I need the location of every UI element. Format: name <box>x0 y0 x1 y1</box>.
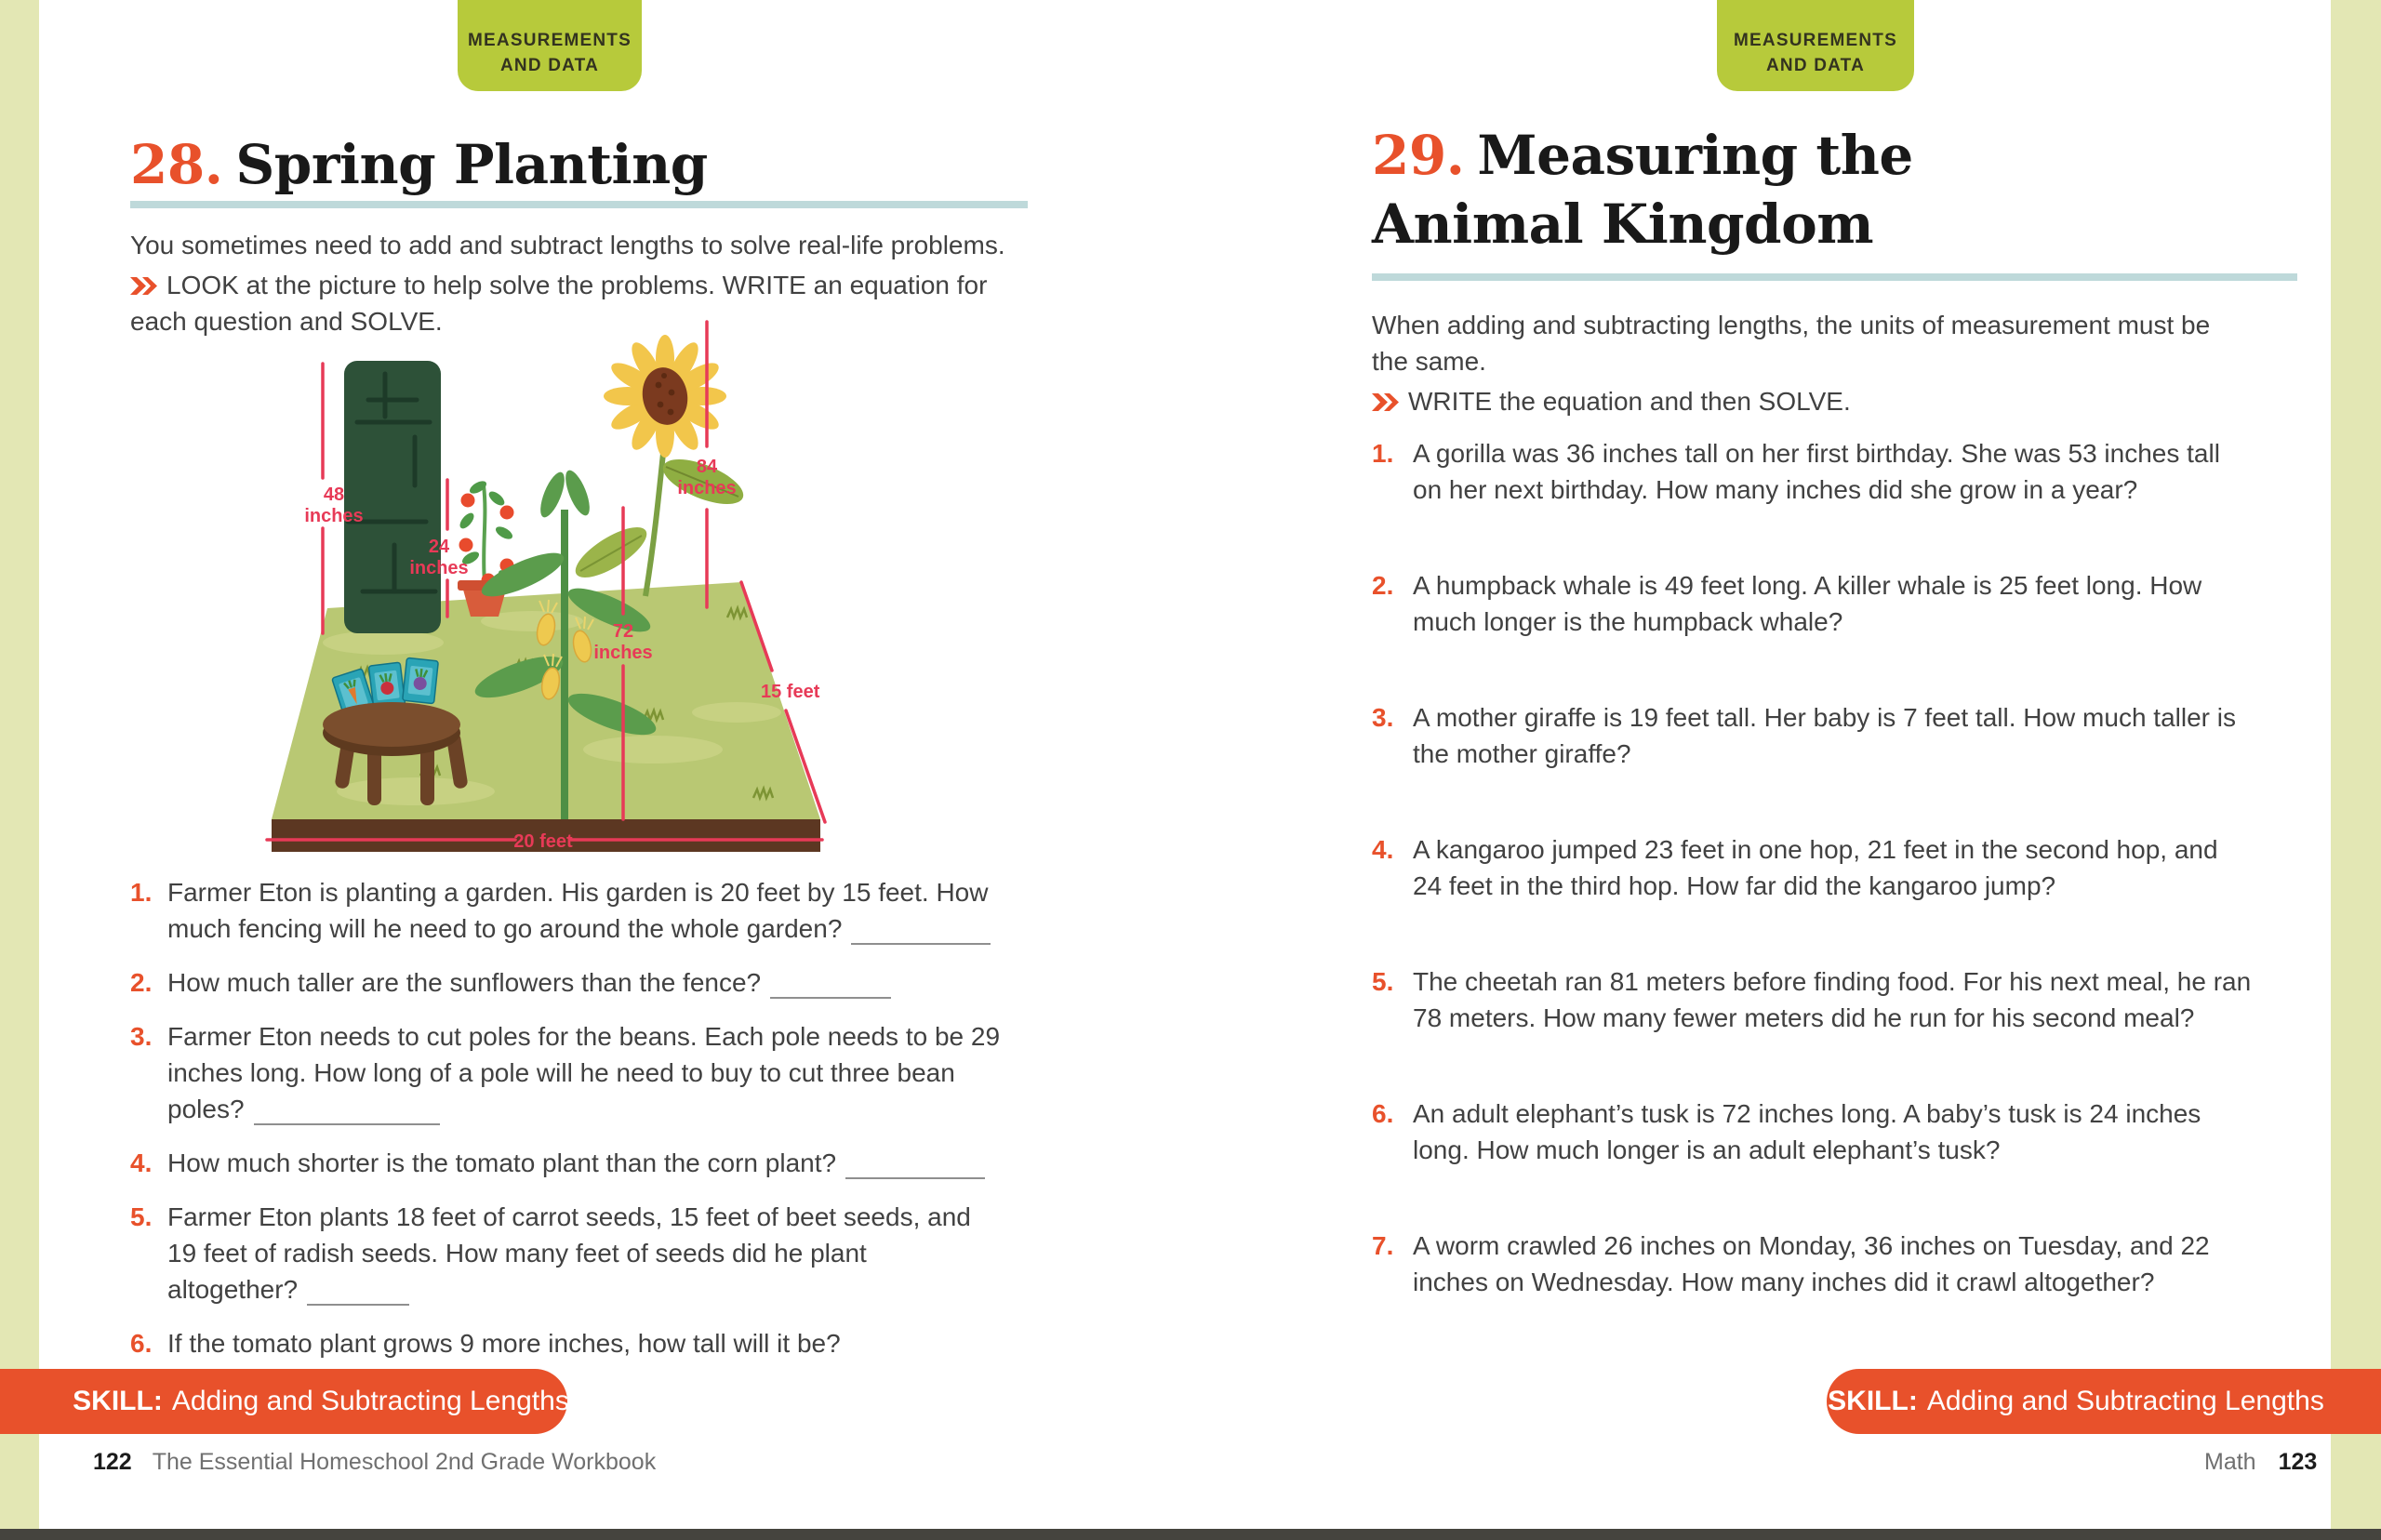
skill-badge-left <box>0 1369 567 1434</box>
intro-right-instruction: WRITE the equation and then SOLVE. <box>1372 383 2251 419</box>
question-item <box>130 874 1000 947</box>
fence <box>344 361 441 633</box>
category-badge-left <box>458 0 642 91</box>
answer-blank <box>851 918 991 945</box>
question-item <box>130 1145 1000 1181</box>
intro-left-sentence: You sometimes need to add and subtract lengths to solve real-life problems. <box>130 231 1005 259</box>
question-number: 1. <box>1372 439 1394 468</box>
question-number: 4. <box>1372 835 1394 864</box>
width-measure-label: 20 feet <box>513 831 573 852</box>
question-text: An adult elephant’s tusk is 72 inches long. A baby’s tusk is 24 inches long. How much longer is an adult elephant’s tusk? <box>1413 1099 2201 1164</box>
lesson-title-line1: Measuring the <box>1477 124 1913 187</box>
skill-badge-right <box>1827 1369 2381 1434</box>
question-number: 6. <box>1372 1099 1394 1128</box>
subject-label: Math <box>2204 1449 2256 1475</box>
category-badge-line1: MEASUREMENTS <box>468 31 632 50</box>
question-text: A mother giraffe is 19 feet tall. Her baby is 7 feet tall. How much taller is the mother giraffe? <box>1413 703 2236 768</box>
question-item <box>1372 567 2254 640</box>
corn-measure-unit: inches <box>593 643 653 663</box>
question-text: A worm crawled 26 inches on Monday, 36 inches on Tuesday, and 22 inches on Wednesday. How many inches did it crawl altogether? <box>1413 1231 2210 1296</box>
question-text: How much shorter is the tomato plant than the corn plant? <box>167 1145 1000 1181</box>
skill-text: Adding and Subtracting Lengths <box>171 1386 569 1416</box>
question-item <box>130 1018 1000 1127</box>
page-number-left: 122 <box>93 1449 132 1475</box>
title-underline-right <box>1372 273 2297 281</box>
question-number: 1. <box>130 878 153 907</box>
skill-label: SKILL: <box>1828 1386 1918 1416</box>
question-list-right <box>1372 435 2254 1360</box>
question-text: If the tomato plant grows 9 more inches, how tall will it be? <box>167 1329 841 1358</box>
tomato-measure-unit: inches <box>409 558 469 578</box>
question-number: 3. <box>130 1022 153 1051</box>
category-badge-line2: AND DATA <box>500 56 599 75</box>
question-item <box>130 1325 1000 1361</box>
category-badge-line2: AND DATA <box>1766 56 1865 75</box>
question-number: 5. <box>1372 967 1394 996</box>
lesson-title-right <box>1372 121 2283 259</box>
scan-bottom-edge <box>0 1529 2381 1540</box>
question-item <box>1372 1095 2254 1168</box>
corn-measure-value: 72 <box>612 621 634 642</box>
category-badge-right <box>1717 0 1914 91</box>
answer-blank <box>845 1152 985 1179</box>
tomato-measure-value: 24 <box>428 537 450 557</box>
question-item <box>1372 831 2254 904</box>
question-text: The cheetah ran 81 meters before finding food. For his next meal, he ran 78 meters. How many fewer meters did he run for his second meal? <box>1413 967 2252 1032</box>
question-item <box>1372 963 2254 1036</box>
sunflower-measure-value: 84 <box>696 457 718 477</box>
lesson-number-left: 28. <box>130 133 223 196</box>
fence-measure-unit: inches <box>304 506 364 526</box>
question-item <box>130 964 1000 1001</box>
lesson-number-right: 29. <box>1372 124 1465 187</box>
fence-measure-value: 48 <box>323 485 345 505</box>
question-list-left <box>130 874 1000 1379</box>
question-number: 6. <box>130 1329 153 1358</box>
lesson-title-text-left: Spring Planting <box>235 133 708 196</box>
footer-right <box>2204 1449 2317 1476</box>
footer-left <box>93 1449 656 1476</box>
question-item <box>1372 699 2254 772</box>
lesson-title-left <box>130 130 708 199</box>
question-number: 2. <box>1372 571 1394 600</box>
sunflower <box>568 335 749 596</box>
question-item <box>130 1199 1000 1308</box>
question-number: 2. <box>130 968 153 997</box>
side-measure-label: 15 feet <box>761 682 820 702</box>
question-text: How much taller are the sunflowers than the fence? <box>167 964 1000 1001</box>
answer-blank <box>254 1098 440 1125</box>
answer-blank <box>307 1279 409 1306</box>
question-number: 5. <box>130 1202 153 1231</box>
double-arrow-icon <box>130 276 158 296</box>
question-text: A gorilla was 36 inches tall on her first birthday. She was 53 inches tall on her next birthday. How many inches did she grow in a year? <box>1413 439 2220 504</box>
intro-right-sentence: When adding and subtracting lengths, the units of measurement must be the same. <box>1372 311 2211 376</box>
page-number-right: 123 <box>2278 1449 2318 1475</box>
garden-illustration <box>244 312 895 870</box>
question-number: 7. <box>1372 1231 1394 1260</box>
category-badge-line1: MEASUREMENTS <box>1734 31 1897 50</box>
lesson-title-line2: Animal Kingdom <box>1372 192 1874 256</box>
skill-text: Adding and Subtracting Lengths <box>1926 1386 2324 1416</box>
answer-blank <box>770 972 891 999</box>
sunflower-measure-unit: inches <box>677 478 737 498</box>
book-title: The Essential Homeschool 2nd Grade Workbook <box>152 1449 657 1475</box>
skill-label: SKILL: <box>73 1386 163 1416</box>
title-underline-left <box>130 201 1028 208</box>
question-item <box>1372 1228 2254 1300</box>
page-edge-strip-right <box>2331 0 2381 1531</box>
question-text: Farmer Eton plants 18 feet of carrot seeds, 15 feet of beet seeds, and 19 feet of radish seeds. How many feet of seeds did he plant altogether? <box>167 1202 971 1304</box>
double-arrow-icon <box>1372 392 1400 412</box>
question-number: 4. <box>130 1148 153 1177</box>
intro-left-instruction: LOOK at the picture to help solve the problems. WRITE an equation for each question and SOLVE. <box>130 271 988 336</box>
question-text: A humpback whale is 49 feet long. A killer whale is 25 feet long. How much longer is the humpback whale? <box>1413 571 2202 636</box>
question-text: A kangaroo jumped 23 feet in one hop, 21 feet in the second hop, and 24 feet in the third hop. How far did the kangaroo jump? <box>1413 835 2218 900</box>
question-number: 3. <box>1372 703 1394 732</box>
intro-right <box>1372 307 2251 419</box>
question-text: Farmer Eton needs to cut poles for the beans. Each pole needs to be 29 inches long. How long of a pole will he need to buy to cut three bean poles? <box>167 1022 1001 1123</box>
page-edge-strip-left <box>0 0 39 1531</box>
question-text: Farmer Eton is planting a garden. His garden is 20 feet by 15 feet. How much fencing will he need to go around the whole garden? <box>167 874 1000 947</box>
question-item <box>1372 435 2254 508</box>
